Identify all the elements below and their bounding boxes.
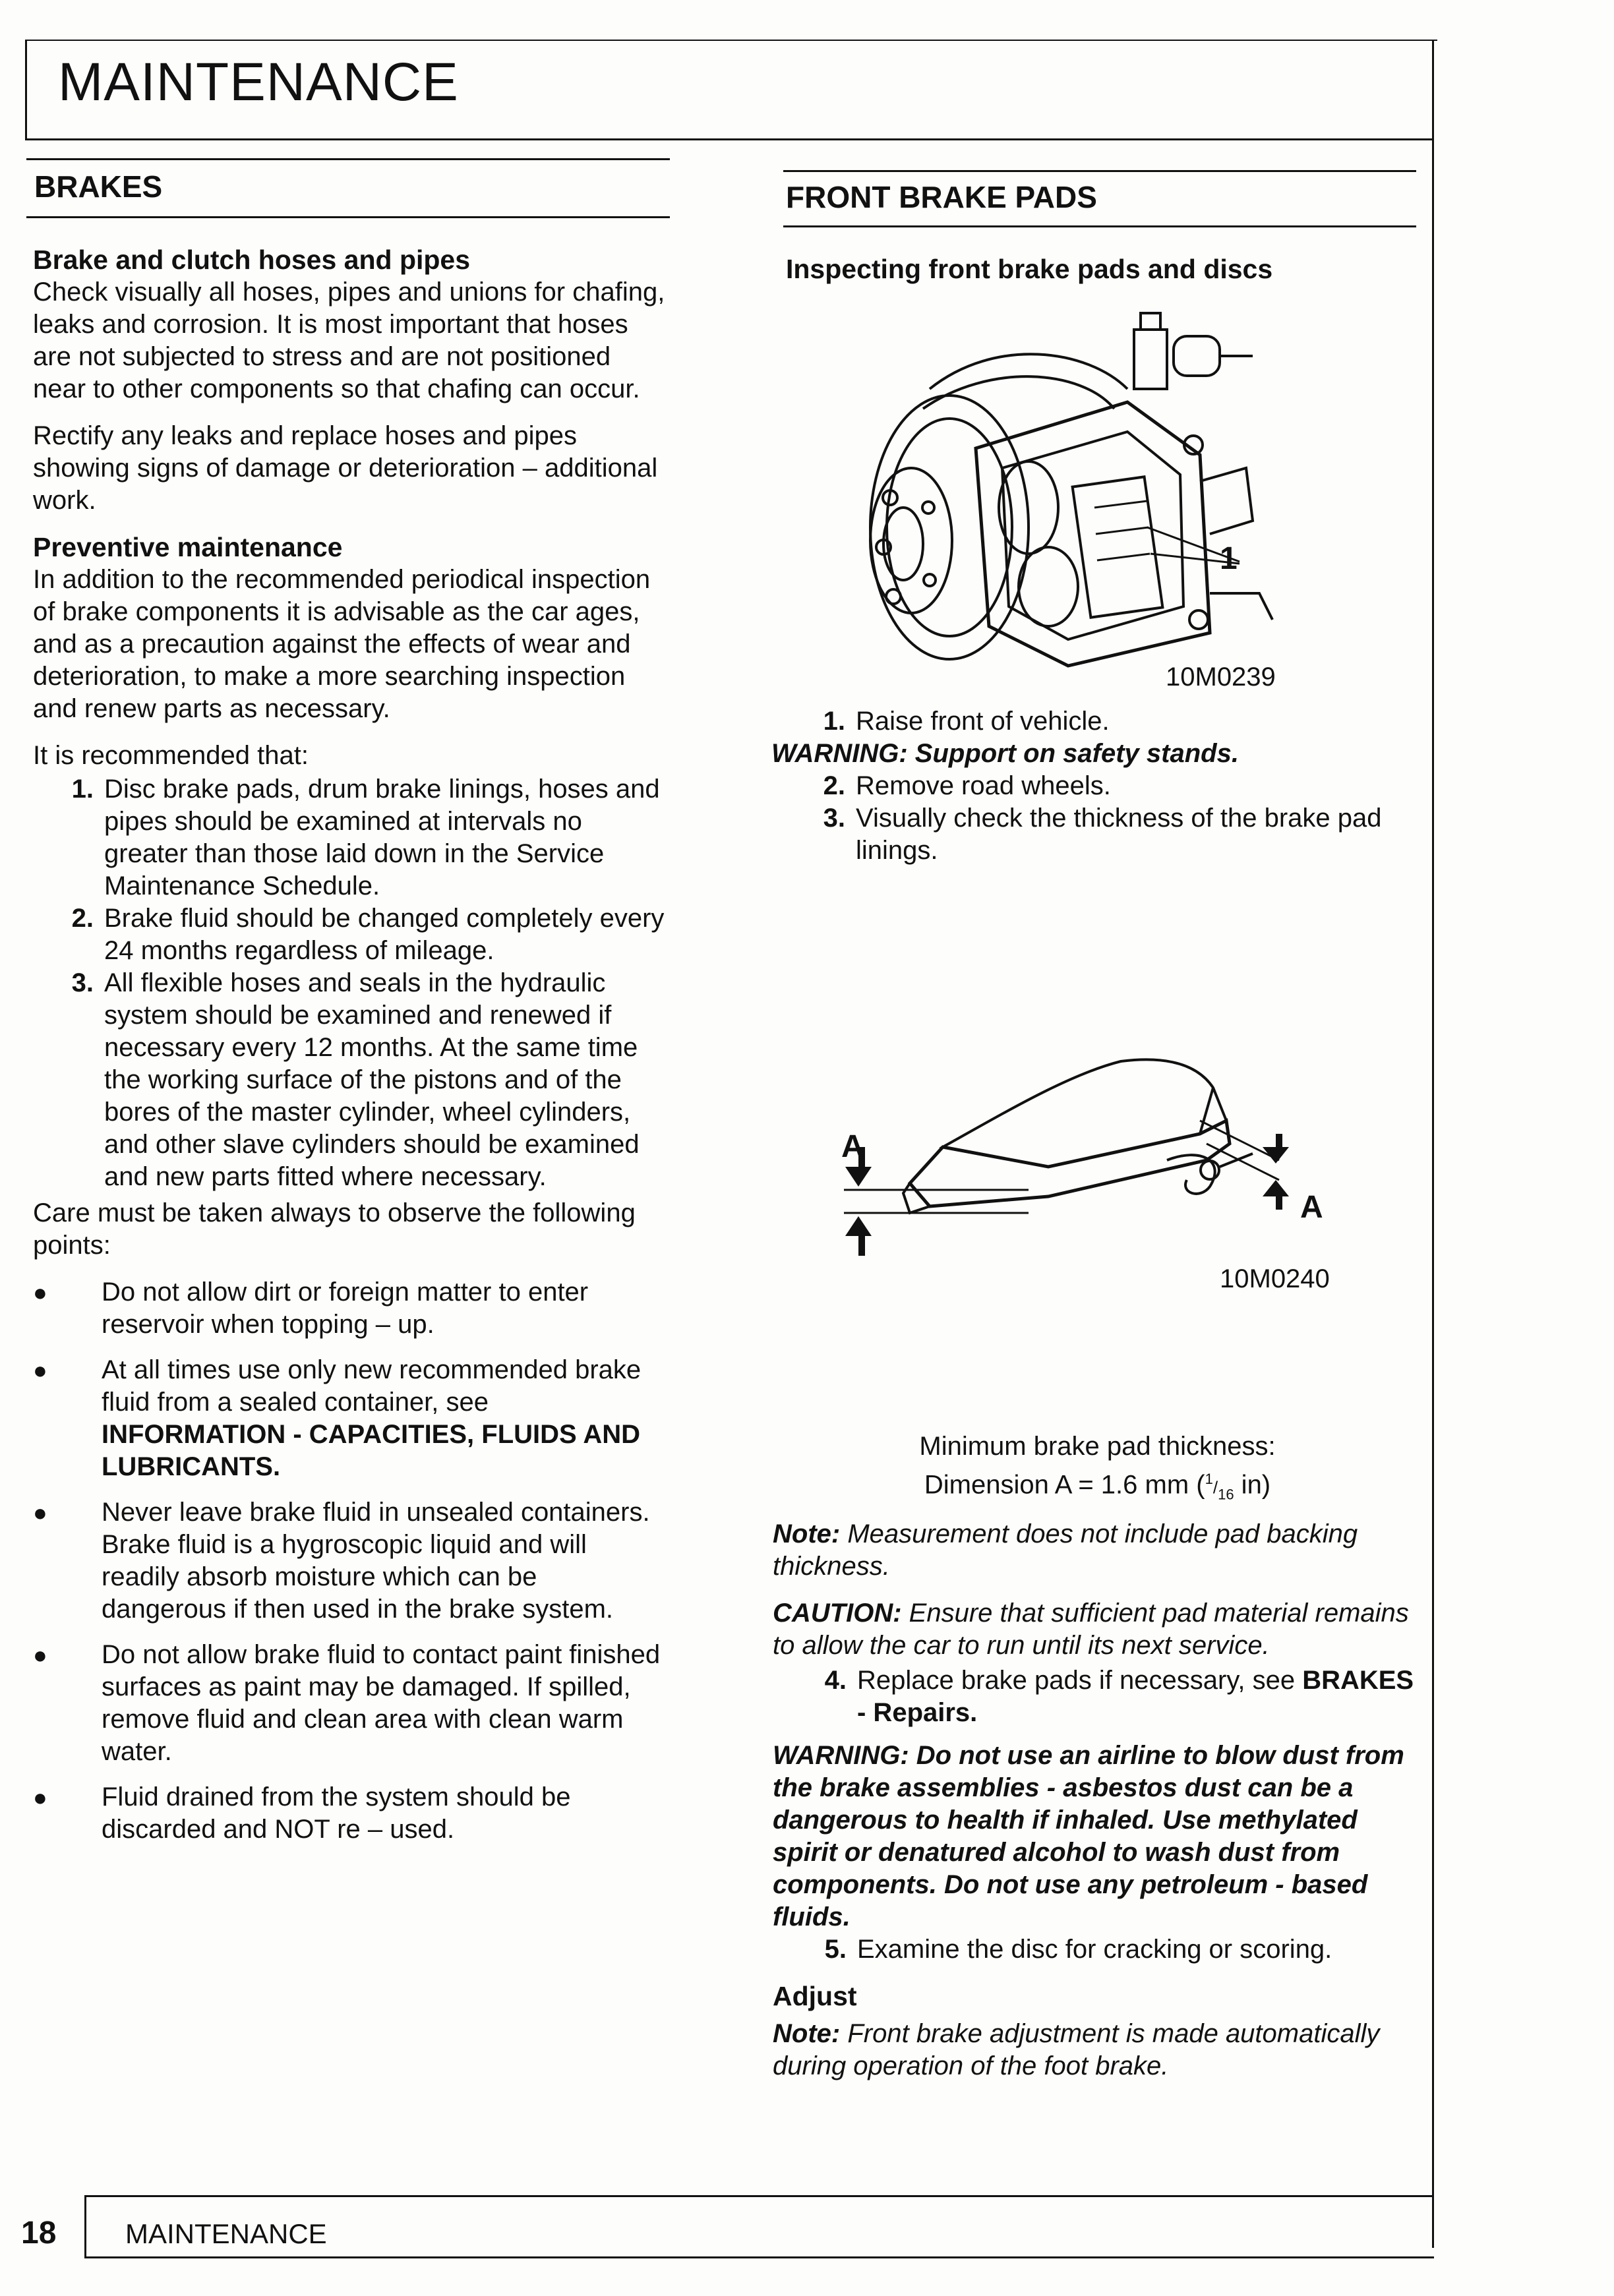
brakes-rule-bottom bbox=[26, 216, 670, 218]
brake-caliper-illustration bbox=[851, 310, 1279, 699]
list-item: ● Do not allow brake fluid to contact paint finished surfaces as paint may be damaged. If spilled, remove fluid and clean area with clean warm water. bbox=[33, 1639, 666, 1768]
brakes-rule-top bbox=[26, 158, 670, 160]
note-1: Note: Measurement does not include pad backing thickness. bbox=[773, 1519, 1358, 1581]
list-item: 2. Brake fluid should be changed completely every 24 months regardless of mileage. bbox=[71, 904, 665, 965]
caution: CAUTION: Ensure that sufficient pad material remains to allow the car to run until its next service. bbox=[773, 1599, 1409, 1661]
warning-1: WARNING: Support on safety stands. bbox=[771, 739, 1239, 768]
pads-heading: FRONT BRAKE PADS bbox=[786, 180, 1097, 214]
list-item: 1. Disc brake pads, drum brake linings, hoses and pipes should be examined at intervals no greater than those laid down in the Service Maintenance Schedule. bbox=[71, 775, 660, 900]
cross-reference: BRAKES - Repairs. bbox=[857, 1666, 1414, 1728]
warning-2: WARNING: Do not use an airline to blow dust from the brake assemblies - asbestos dust can be a dangerous to health if inhaled. Use methylated spirit or denatured alcohol to wash dust from components. Do not use any petroleum - based fluids. bbox=[773, 1741, 1404, 1932]
min-thickness-line-1: Minimum brake pad thickness: bbox=[919, 1432, 1276, 1461]
page-number: 18 bbox=[21, 2216, 57, 2251]
list-item: 3. All flexible hoses and seals in the hydraulic system should be examined and renewed if necessary every 12 months. At the same time the working surface of the pistons and of the bores of the master cylinder, wheel cylinders, and other slave cylinders should be examined and new parts fitted where necessary. bbox=[71, 968, 640, 1191]
dimension-label-a-left: A bbox=[841, 1129, 864, 1164]
care-intro: Care must be taken always to observe the following points: bbox=[33, 1198, 636, 1260]
figure2-code: 10M0240 bbox=[1220, 1264, 1330, 1293]
brakes-heading: BRAKES bbox=[34, 169, 163, 204]
preventive-para: In addition to the recommended periodical inspection of brake components it is advisable as the car ages, and as a precaution against the effects of wear and deterioration, to make a more searching inspection and renew parts as necessary. bbox=[33, 565, 651, 723]
list-item: 1. Raise front of vehicle. bbox=[823, 707, 1110, 736]
list-item: 5. Examine the disc for cracking or scoring. bbox=[824, 1935, 1332, 1964]
steps-1-3 bbox=[771, 705, 1418, 867]
figure1-code: 10M0239 bbox=[1166, 662, 1276, 692]
list-item: 2. Remove road wheels. bbox=[823, 771, 1111, 800]
adjust-title: Adjust bbox=[773, 1981, 857, 2012]
header-frame-top bbox=[25, 40, 1437, 41]
list-item: ● Never leave brake fluid in unsealed containers. Brake fluid is a hygroscopic liquid and will readily absorb moisture which can be dangerous if then used in the brake system. bbox=[33, 1496, 666, 1626]
list-item: ● Do not allow dirt or foreign matter to enter reservoir when topping – up. bbox=[33, 1276, 666, 1341]
list-item: ● Fluid drained from the system should be discarded and NOT re – used. bbox=[33, 1781, 666, 1846]
pad-backing-plate bbox=[910, 1121, 1230, 1206]
list-item: 3. Visually check the thickness of the brake pad linings. bbox=[823, 804, 1382, 865]
bullet-icon: ● bbox=[33, 1641, 47, 1668]
pads-subheading: Inspecting front brake pads and discs bbox=[786, 254, 1273, 284]
header-frame-left bbox=[25, 40, 27, 138]
header-frame-bottom bbox=[25, 138, 1434, 140]
dimension-label-a-right: A bbox=[1300, 1190, 1323, 1225]
right-lower-column bbox=[773, 1430, 1422, 2097]
pad-lining bbox=[943, 1059, 1226, 1167]
preventive-title: Preventive maintenance bbox=[33, 532, 343, 562]
cross-reference: INFORMATION - CAPACITIES, FLUIDS AND LUBRICANTS. bbox=[102, 1420, 640, 1481]
page-frame-right bbox=[1432, 40, 1434, 2248]
list-item: 4. Replace brake pads if necessary, see BRAKES - Repairs. bbox=[824, 1666, 1414, 1728]
pads-rule-bottom bbox=[783, 225, 1416, 227]
list-item: ● At all times use only new recommended brake fluid from a sealed container, see INFORMATION - CAPACITIES, FLUIDS AND LUBRICANTS. bbox=[33, 1354, 666, 1483]
hoses-title: Brake and clutch hoses and pipes bbox=[33, 245, 471, 275]
preventive-intro: It is recommended that: bbox=[33, 741, 309, 770]
footer-section: MAINTENANCE bbox=[125, 2218, 327, 2249]
hoses-para-1: Check visually all hoses, pipes and unions for chafing, leaks and corrosion. It is most important that hoses are not subjected to stress and are not positioned near to other components so that chafing can occur. bbox=[33, 278, 665, 403]
bullet-icon: ● bbox=[33, 1279, 47, 1306]
page-title: MAINTENANCE bbox=[58, 52, 459, 112]
bullet-icon: ● bbox=[33, 1784, 47, 1811]
note-2: Note: Front brake adjustment is made automatically during operation of the foot brake. bbox=[773, 2019, 1380, 2081]
bullet-icon: ● bbox=[33, 1499, 47, 1526]
brake-pad-thickness-illustration bbox=[831, 1048, 1305, 1266]
pads-rule-top bbox=[783, 170, 1416, 172]
figure1-callout: 1 bbox=[1220, 541, 1238, 576]
pads-subheading-wrap bbox=[786, 253, 1412, 285]
left-column bbox=[33, 244, 666, 1859]
hoses-para-2: Rectify any leaks and replace hoses and pipes showing signs of damage or deterioration – additional work. bbox=[33, 421, 658, 515]
bullet-icon: ● bbox=[33, 1357, 47, 1384]
recommendation-list bbox=[33, 773, 666, 1193]
min-thickness-line-2: Dimension A = 1.6 mm ($^1/_{16}$ in) bbox=[924, 1470, 1271, 1503]
